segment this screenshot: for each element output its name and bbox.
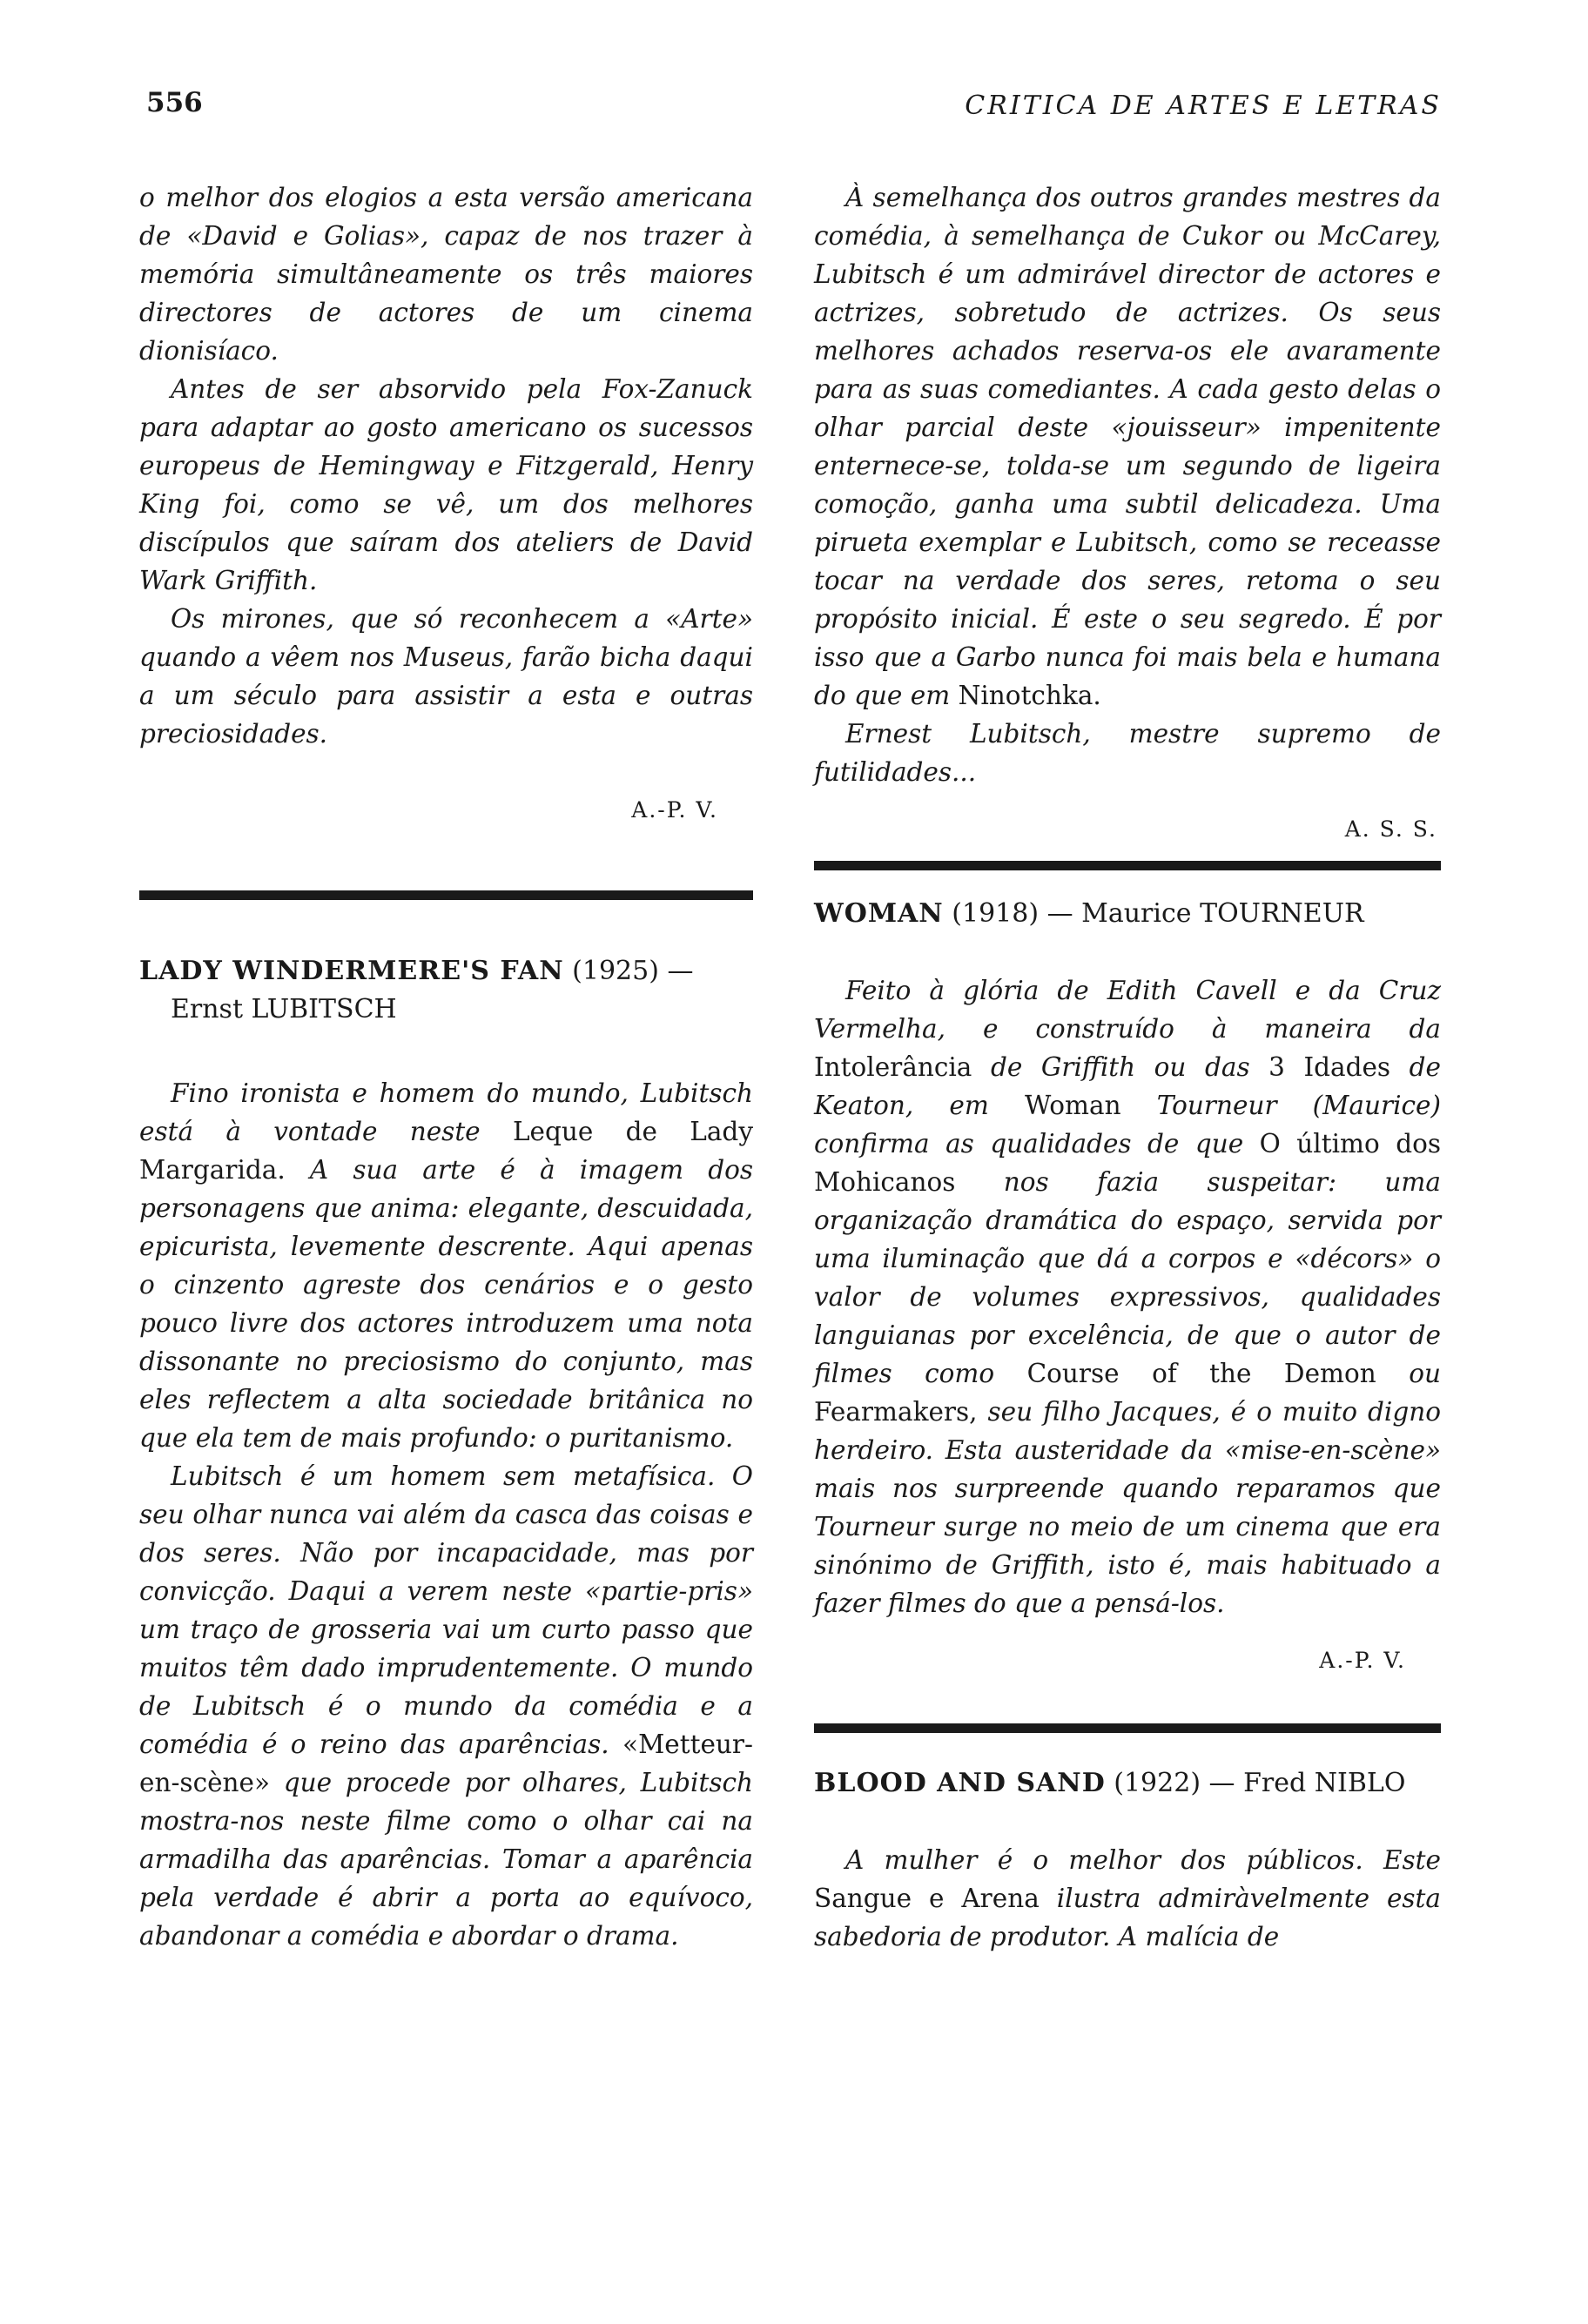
review-p2-term: «Metteur-en-scène» <box>139 1730 753 1797</box>
review-heading-woman <box>814 895 1441 933</box>
review-paragraph-2 <box>139 1457 753 1955</box>
woman-t10: Course of the Demon <box>1026 1359 1376 1388</box>
left-column <box>139 178 753 1955</box>
signature-apv-2: A.-P. V. <box>1319 1648 1406 1673</box>
review-paragraph-1 <box>139 1074 753 1457</box>
film-title: WOMAN <box>814 898 944 929</box>
bas-t1: A mulher é o melhor dos públicos. Este <box>845 1845 1441 1875</box>
film-year: (1918) — <box>952 898 1073 929</box>
review-heading-blood-and-sand <box>814 1764 1441 1803</box>
woman-t8: O último dos Mohicanos <box>814 1129 1441 1197</box>
woman-t3: de Griffith ou das <box>990 1052 1250 1082</box>
review-p1-part-c: A sua arte é à imagem dos personagens que anima: elegante, descuidada, epicurista, levemente descrente. Aqui apenas o cinzento agreste dos cenários e o gesto pouco livre dos actores introduzem uma nota dissonante no preciosismo do conjunto, mas eles reflectem a alta sociedade britânica no que ela tem de mais profundo: o puritanismo. <box>139 1155 753 1453</box>
running-title: CRITICA DE ARTES E LETRAS <box>965 91 1442 121</box>
woman-t7: Tourneur (Maurice) confirma as qualidades de que <box>814 1091 1441 1159</box>
review-p2-part-a: Lubitsch é um homem sem metafísica. O seu olhar nunca vai além da casca das coisas e dos seres. Não por incapacidade, mas por convicção. Daqui a verem neste «partie-pris» um traço de grosseria vai um curto passo que muitos têm dado imprudentemente. O mundo de Lubitsch é o mundo da comédia e a comédia é o reino das aparências. <box>139 1461 753 1759</box>
intro-paragraph-2: Antes de ser absorvido pela Fox-Zanuck para adaptar ao gosto americano os sucessos europeus de Hemingway e Fitzgerald, Henry King foi, como se vê, um dos melhores discípulos que saíram dos ateliers de David Wark Griffith. <box>139 374 753 595</box>
woman-review-paragraph <box>814 971 1441 1622</box>
review-p1-part-a: Fino ironista e homem do mundo, Lubitsch está à vontade neste <box>139 1078 753 1146</box>
woman-t6: Woman <box>1024 1091 1121 1120</box>
woman-t1: Feito à glória de Edith Cavell e da Cruz Vermelha, e construído à maneira da <box>814 976 1441 1044</box>
film-year: (1922) — <box>1114 1768 1235 1798</box>
film-year: (1925) — <box>572 956 694 986</box>
right-column <box>814 178 1441 1956</box>
film-director: Fred NIBLO <box>1243 1768 1406 1798</box>
signature-ass: A. S. S. <box>1344 816 1437 842</box>
lubitsch-paragraph-1 <box>814 178 1441 715</box>
section-rule-right-1 <box>814 861 1441 870</box>
lubitsch-paragraph-2: Ernest Lubitsch, mestre supremo de futilidades... <box>814 719 1441 787</box>
section-rule-right-2 <box>814 1723 1441 1733</box>
intro-paragraph-1: o melhor dos elogios a esta versão americana de «David e Golias», capaz de nos trazer à memória simultâneamente os três maiores directores de actores de um cinema dionisíaco. <box>139 183 753 366</box>
review-p1-film: Leque de Lady Margarida. <box>139 1117 753 1185</box>
bas-t3: ilustra admiràvelmente esta sabedoria de produtor. A malícia de <box>814 1884 1441 1951</box>
woman-t2: Intolerância <box>814 1052 972 1082</box>
page-number: 556 <box>146 87 203 118</box>
film-director: Maurice TOURNEUR <box>1081 898 1364 929</box>
blood-and-sand-paragraph <box>814 1841 1441 1956</box>
woman-t12: Fearmakers, <box>814 1397 978 1427</box>
lubitsch-p1-film: Ninotchka. <box>958 681 1101 710</box>
intro-paragraph-3: Os mirones, que só reconhecem a «Arte» quando a vêem nos Museus, farão bicha daqui a um século para assistir a esta e outras preciosidades. <box>139 604 753 749</box>
film-title: LADY WINDERMERE'S FAN <box>139 956 564 986</box>
review-heading-lady-windermere <box>139 952 753 1029</box>
bas-t2: Sangue e Arena <box>814 1884 1040 1913</box>
section-rule-left <box>139 890 753 900</box>
woman-t11: ou <box>1409 1359 1441 1388</box>
woman-t9: nos fazia suspeitar: uma organização dramática do espaço, servida por uma iluminação que dá a corpos e «décors» o valor de volumes expressivos, qualidades languianas por excelência, de que o autor de filmes como <box>814 1167 1441 1388</box>
woman-t5: de Keaton, em <box>814 1052 1441 1120</box>
film-title: BLOOD AND SAND <box>814 1768 1106 1798</box>
lubitsch-p1-text: À semelhança dos outros grandes mestres da comédia, à semelhança de Cukor ou McCarey, Lubitsch é um admirável director de actores e actrizes, sobretudo de actrizes. Os seus melhores achados reserva-os ele avaramente para as suas comediantes. A cada gesto delas o olhar parcial deste «jouisseur» impenitente enternece-se, tolda-se um segundo de ligeira comoção, ganha uma subtil delicadeza. Uma pirueta exemplar e Lubitsch, como se receasse tocar na verdade dos seres, retoma o seu propósito inicial. É este o seu segredo. É por isso que a Garbo nunca foi mais bela e humana do que em <box>814 183 1441 710</box>
review-p2-part-c: que procede por olhares, Lubitsch mostra-nos neste filme como o olhar cai na armadilha das aparências. Tomar a aparência pela verdade é abrir a porta ao equívoco, abandonar a comédia e abordar o drama. <box>139 1768 753 1951</box>
woman-t13: seu filho Jacques, é o muito digno herdeiro. Esta austeridade da «mise-en-scène» mais nos surpreende quando reparamos que Tourneur surge no meio de um cinema que era sinónimo de Griffith, isto é, mais habituado a fazer filmes do que a pensá-los. <box>814 1397 1441 1618</box>
woman-t4: 3 Idades <box>1268 1052 1391 1082</box>
film-director: Ernst LUBITSCH <box>171 994 397 1024</box>
signature-apv-1: A.-P. V. <box>631 797 718 823</box>
